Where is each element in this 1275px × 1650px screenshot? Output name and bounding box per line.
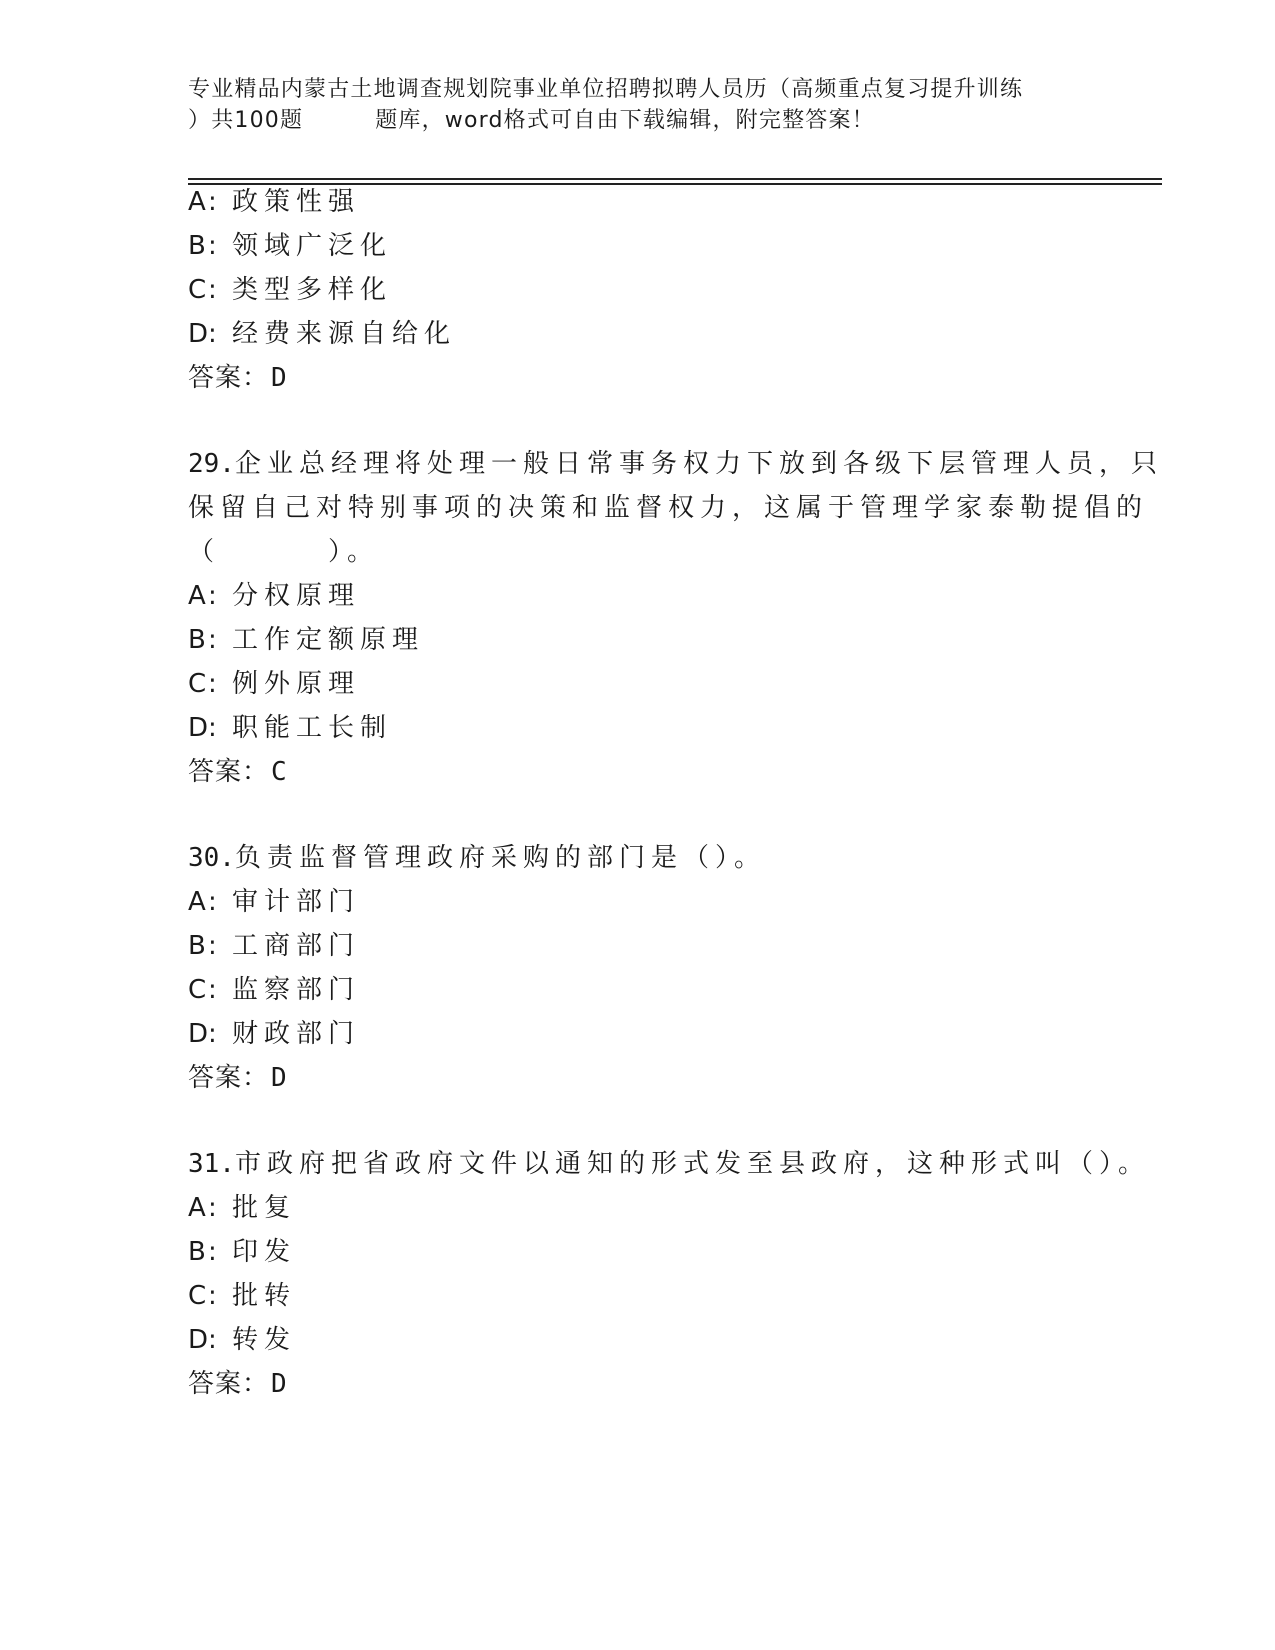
q30-option-b: B: 工商部门	[188, 931, 361, 961]
header-line-1: 专业精品内蒙古土地调查规划院事业单位招聘拟聘人员历（高频重点复习提升训练	[188, 77, 1024, 102]
q29-stem-line-3: （ ）。	[188, 537, 380, 567]
q30-option-a: A: 审计部门	[188, 887, 361, 917]
q29-stem-line-2: 保留自己对特别事项的决策和监督权力，这属于管理学家泰勒提倡的	[188, 493, 1149, 523]
header-line-2-start: ）共100题	[188, 108, 304, 133]
q31-option-d: D: 转发	[188, 1325, 297, 1355]
q28-option-a: A: 政策性强	[188, 187, 361, 217]
q28-answer: 答案：D	[188, 363, 288, 393]
q29-stem-line-1: 29.企业总经理将处理一般日常事务权力下放到各级下层管理人员，只	[188, 449, 1163, 479]
q28-option-d: D: 经费来源自给化	[188, 319, 457, 349]
q31-stem: 31.市政府把省政府文件以通知的形式发至县政府，这种形式叫（）。	[188, 1149, 1150, 1179]
header-divider-bottom	[188, 183, 1162, 185]
q30-answer: 答案：D	[188, 1063, 288, 1093]
header-divider-top	[188, 178, 1162, 180]
q29-answer: 答案：C	[188, 757, 288, 787]
q30-stem: 30.负责监督管理政府采购的部门是（）。	[188, 843, 766, 873]
q31-option-c: C: 批转	[188, 1281, 297, 1311]
q29-option-a: A: 分权原理	[188, 581, 361, 611]
q31-answer: 答案：D	[188, 1369, 288, 1399]
q29-option-d: D: 职能工长制	[188, 713, 393, 743]
q29-option-b: B: 工作定额原理	[188, 625, 425, 655]
q30-option-d: D: 财政部门	[188, 1019, 361, 1049]
header-line-2	[188, 105, 1088, 136]
header-line-2-end: 题库，word格式可自由下载编辑，附完整答案！	[375, 108, 875, 133]
document-header	[188, 74, 1088, 136]
q28-option-c: C: 类型多样化	[188, 275, 393, 305]
q30-option-c: C: 监察部门	[188, 975, 361, 1005]
q31-number: 31.	[188, 1149, 235, 1179]
q30-number: 30.	[188, 843, 235, 873]
q29-option-c: C: 例外原理	[188, 669, 361, 699]
q31-option-b: B: 印发	[188, 1237, 297, 1267]
q31-option-a: A: 批复	[188, 1193, 297, 1223]
q28-option-b: B: 领域广泛化	[188, 231, 393, 261]
q29-number: 29.	[188, 449, 235, 479]
